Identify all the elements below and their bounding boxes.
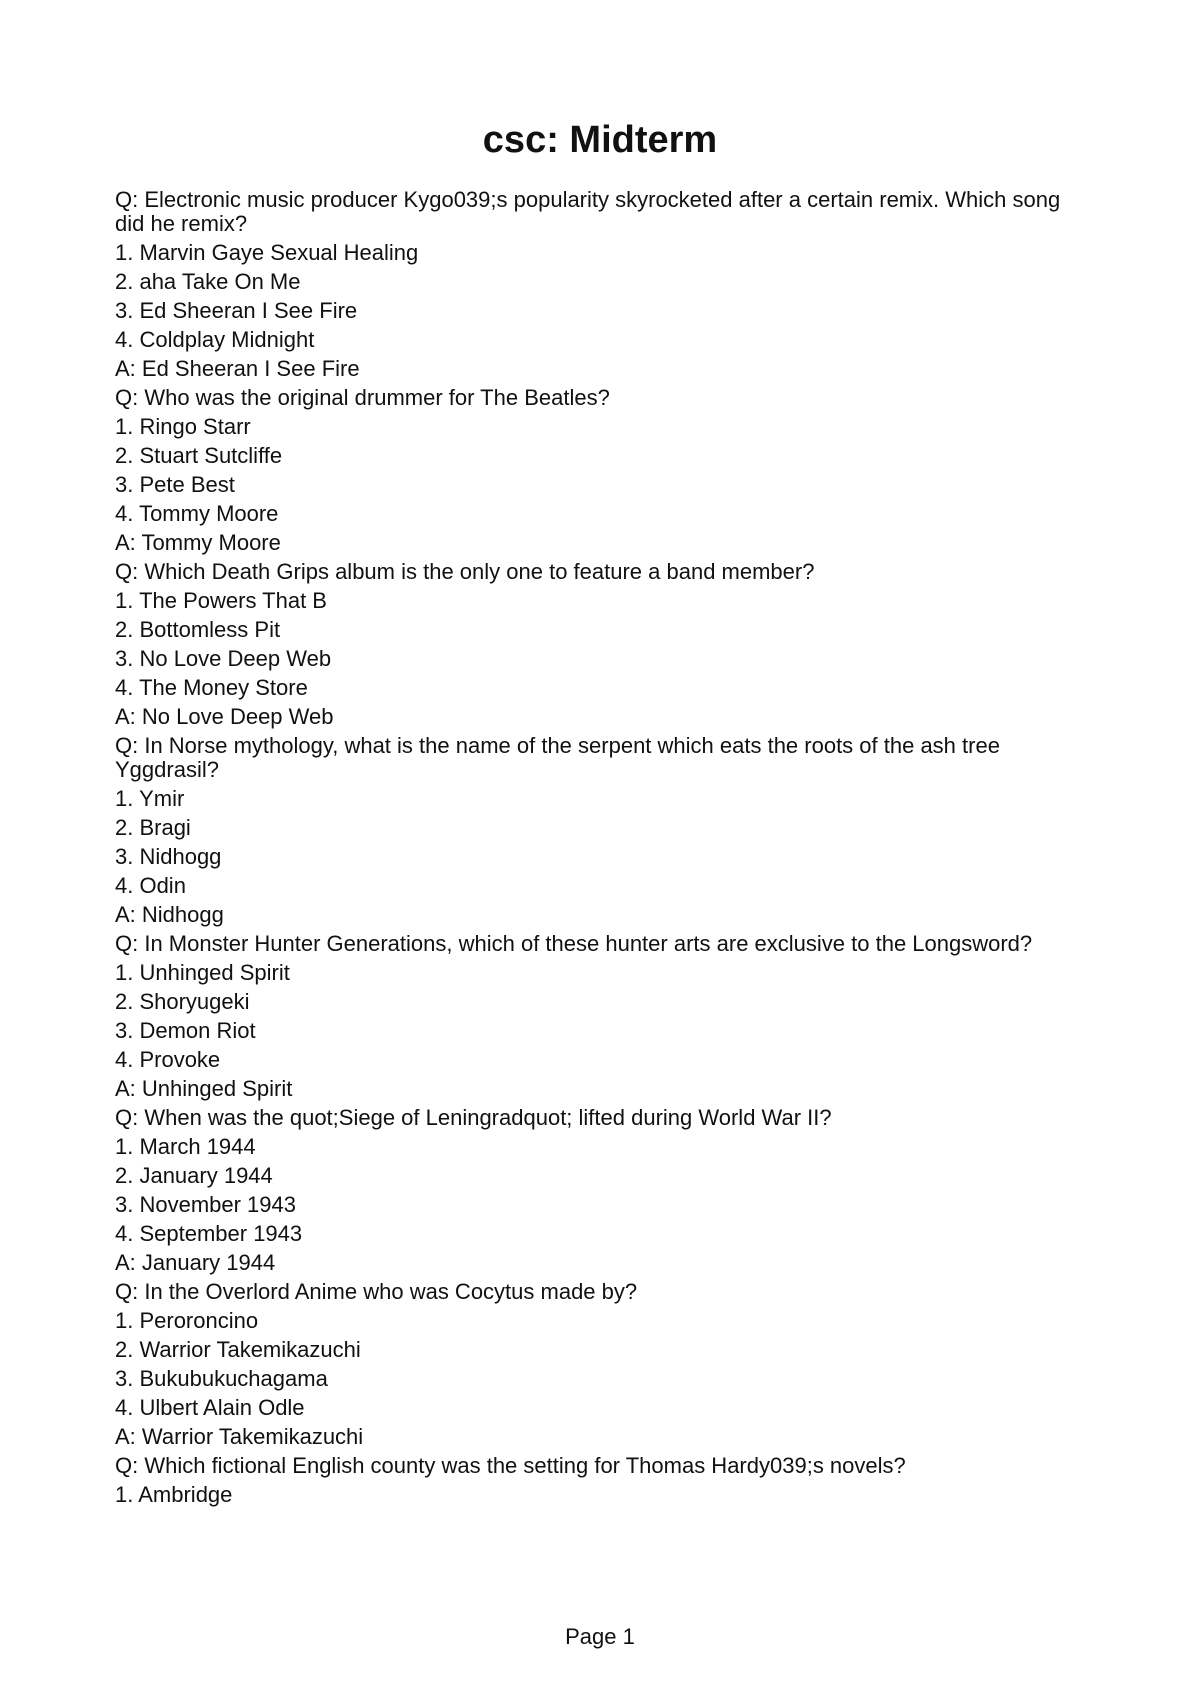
answer-text: A: Tommy Moore — [115, 530, 281, 555]
question-block-2 — [115, 386, 1075, 555]
answer-text: A: Nidhogg — [115, 902, 224, 927]
option-item: 3. November 1943 — [115, 1192, 296, 1217]
option-item: 4. Ulbert Alain Odle — [115, 1395, 305, 1420]
question-text: Q: Who was the original drummer for The Beatles? — [115, 385, 610, 410]
question-text: Q: Which fictional English county was the setting for Thomas Hardy039;s novels? — [115, 1453, 906, 1478]
option-item: 4. Odin — [115, 873, 186, 898]
question-block-6 — [115, 1106, 1075, 1275]
question-block-5 — [115, 932, 1075, 1101]
option-item: 3. Demon Riot — [115, 1018, 256, 1043]
quiz-content — [115, 188, 1075, 1512]
option-item: 2. aha Take On Me — [115, 269, 301, 294]
option-item: 2. Stuart Sutcliffe — [115, 443, 283, 468]
option-item: 3. Bukubukuchagama — [115, 1366, 328, 1391]
question-block-4 — [115, 734, 1075, 927]
option-item: 1. The Powers That B — [115, 588, 327, 613]
document-title: csc: Midterm — [482, 119, 718, 161]
option-item: 3. Pete Best — [115, 472, 235, 497]
answer-text: A: Unhinged Spirit — [115, 1076, 293, 1101]
page-number: Page 1 — [565, 1624, 635, 1649]
question-text: Q: When was the quot;Siege of Leningradquot; lifted during World War II? — [115, 1105, 832, 1130]
option-item: 1. Marvin Gaye Sexual Healing — [115, 240, 419, 265]
option-item: 1. Ymir — [115, 786, 185, 811]
option-item: 2. Bragi — [115, 815, 191, 840]
option-item: 1. Ambridge — [115, 1482, 233, 1507]
question-text: Q: In the Overlord Anime who was Cocytus made by? — [115, 1279, 638, 1304]
answer-text: A: No Love Deep Web — [115, 704, 334, 729]
option-item: 1. Peroroncino — [115, 1308, 259, 1333]
option-item: 2. Bottomless Pit — [115, 617, 281, 642]
option-item: 4. September 1943 — [115, 1221, 303, 1246]
option-item: 1. March 1944 — [115, 1134, 256, 1159]
question-text: Q: In Norse mythology, what is the name of the serpent which eats the roots of the ash tree Yggdrasil? — [115, 733, 1000, 782]
question-block-8 — [115, 1454, 1075, 1507]
question-text: Q: Which Death Grips album is the only one to feature a band member? — [115, 559, 815, 584]
option-item: 4. Tommy Moore — [115, 501, 279, 526]
option-item: 1. Unhinged Spirit — [115, 960, 290, 985]
option-item: 4. Provoke — [115, 1047, 221, 1072]
question-text: Q: In Monster Hunter Generations, which of these hunter arts are exclusive to the Longsword? — [115, 931, 1033, 956]
answer-text: A: January 1944 — [115, 1250, 276, 1275]
question-text: Q: Electronic music producer Kygo039;s popularity skyrocketed after a certain remix. Which song did he remix? — [115, 187, 1061, 236]
option-item: 3. Ed Sheeran I See Fire — [115, 298, 358, 323]
option-item: 2. January 1944 — [115, 1163, 273, 1188]
answer-text: A: Warrior Takemikazuchi — [115, 1424, 364, 1449]
option-item: 4. The Money Store — [115, 675, 308, 700]
option-item: 1. Ringo Starr — [115, 414, 251, 439]
option-item: 3. No Love Deep Web — [115, 646, 332, 671]
answer-text: A: Ed Sheeran I See Fire — [115, 356, 360, 381]
option-item: 3. Nidhogg — [115, 844, 222, 869]
option-item: 4. Coldplay Midnight — [115, 327, 315, 352]
question-block-1 — [115, 188, 1075, 381]
option-item: 2. Shoryugeki — [115, 989, 250, 1014]
option-item: 2. Warrior Takemikazuchi — [115, 1337, 361, 1362]
question-block-7 — [115, 1280, 1075, 1449]
question-block-3 — [115, 560, 1075, 729]
